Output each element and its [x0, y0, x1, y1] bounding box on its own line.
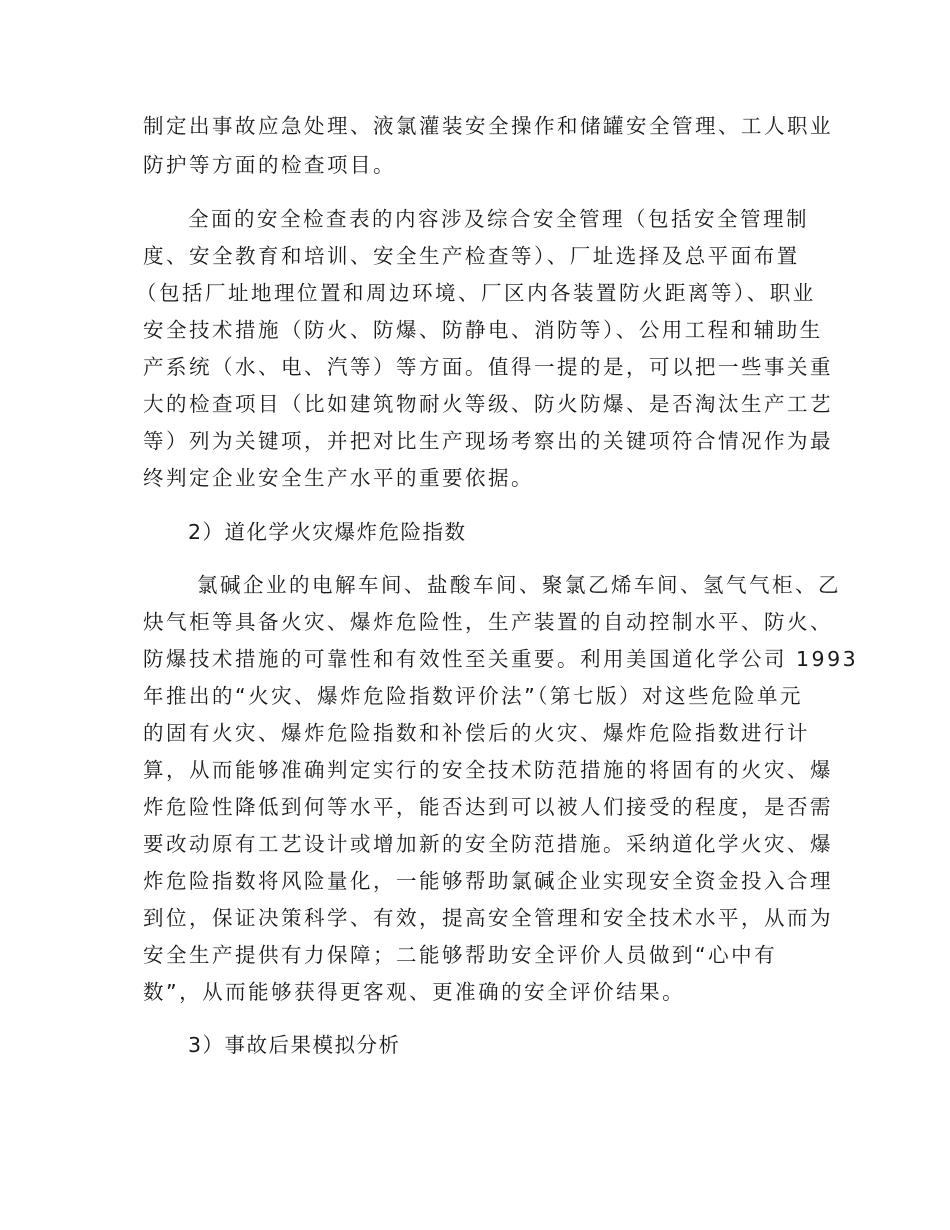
paragraph-line: 终判定企业安全生产水平的重要依据。 — [143, 466, 534, 490]
paragraph-line: 算，从而能够准确判定实行的安全技术防范措施的将固有的火灾、爆 — [143, 758, 833, 782]
paragraph-line: 安全生产提供有力保障；二能够帮助安全评价人员做到“心中有 — [143, 943, 778, 967]
paragraph-line: 防护等方面的检查项目。 — [143, 153, 396, 177]
paragraph-line: 炸危险指数将风险量化，一能够帮助氯碱企业实现安全资金投入合理 — [143, 869, 833, 893]
paragraph-line: 炔气柜等具备火灾、爆炸危险性，生产装置的自动控制水平、防火、 — [143, 610, 833, 634]
paragraph-line: 要改动原有工艺设计或增加新的安全防范措施。采纳道化学火灾、爆 — [143, 832, 833, 856]
paragraph-line: 等）列为关键项，并把对比生产现场考察出的关键项符合情况作为最 — [143, 429, 833, 453]
paragraph-line: 年推出的“火灾、爆炸危险指数评价法”（第七版）对这些危险单元 — [143, 684, 803, 708]
paragraph-line: 大的检查项目（比如建筑物耐火等级、防火防爆、是否淘汰生产工艺 — [143, 392, 833, 416]
section-heading: 3）事故后果模拟分析 — [188, 1033, 401, 1057]
paragraph-line: 度、安全教育和培训、安全生产检查等）、厂址选择及总平面布置 — [143, 244, 800, 268]
paragraph-line: 安全技术措施（防火、防爆、防静电、消防等）、公用工程和辅助生 — [143, 318, 823, 342]
paragraph-line: 炸危险性降低到何等水平，能否达到可以被人们接受的程度，是否需 — [143, 795, 833, 819]
paragraph-line: 产系统（水、电、汽等）等方面。值得一提的是，可以把一些事关重 — [143, 355, 833, 379]
paragraph-line: 氯碱企业的电解车间、盐酸车间、聚氯乙烯车间、氢气气柜、乙 — [197, 573, 841, 597]
section-heading: 2）道化学火灾爆炸危险指数 — [188, 520, 467, 544]
paragraph-line: 防爆技术措施的可靠性和有效性至关重要。利用美国道化学公司 1993 — [143, 647, 859, 671]
paragraph-line: 数”，从而能够获得更客观、更准确的安全评价结果。 — [143, 980, 686, 1004]
paragraph-line: 到位，保证决策科学、有效，提高安全管理和安全技术水平，从而为 — [143, 906, 833, 930]
paragraph-line: （包括厂址地理位置和周边环境、厂区内各装置防火距离等）、职业 — [136, 281, 816, 305]
paragraph-line: 制定出事故应急处理、液氯灌装安全操作和储罐安全管理、工人职业 — [143, 114, 833, 138]
paragraph-line: 的固有火灾、爆炸危险指数和补偿后的火灾、爆炸危险指数进行计 — [143, 721, 810, 745]
paragraph-line: 全面的安全检查表的内容涉及综合安全管理（包括安全管理制 — [188, 207, 809, 231]
